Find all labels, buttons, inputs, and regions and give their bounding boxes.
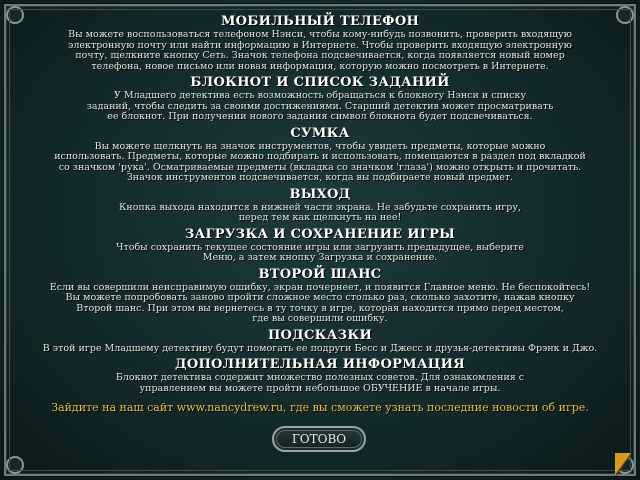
section-text [14,30,626,72]
section-text [14,203,626,224]
section-heading: ДОПОЛНИТЕЛЬНАЯ ИНФОРМАЦИЯ [175,357,465,372]
section-hints [14,328,626,355]
section-extra-info [14,357,626,394]
section-text [14,344,626,355]
text-line: Блокнот детектива содержит множество полезных советов. Для ознакомления с [115,372,525,383]
text-line: перед тем как щелкнуть на нее! [238,212,402,223]
text-line: Если вы совершили неисправимую ошибку, экран почернеет, и появится Главное меню. Не беспокойтесь! [49,281,591,293]
text-line: Второй шанс. При этом вы вернетесь в ту точку в игре, которая находится прямо перед местом, [76,302,564,314]
mouse-cursor-icon [615,453,631,475]
text-line: заданий, чтобы следить за своими достижениями. Старший детектив может просматривать [86,100,554,112]
section-heading: ПОДСКАЗКИ [267,327,373,343]
website-promo-text: Зайдите на наш сайт www.nancydrew.ru, где вы сможете узнать последние новости об игре. [51,401,589,414]
section-text [14,243,626,264]
section-notebook [14,75,626,123]
section-text [14,373,626,394]
text-line: В этой игре Младшему детективу будут помогать ее подруги Бесс и Джесс и друзья-детективы Фрэнк и Джо. [42,342,598,354]
text-line: телефона, новое письмо или новая информация, которую можно посмотреть в Интернете. [91,60,549,72]
section-load-save [14,227,626,264]
section-text [14,283,626,325]
frame-corner-ornament [6,456,24,474]
text-line: Меню, а затем кнопку Загрузка и сохранение. [202,252,438,263]
text-line: почту, щелкните кнопку Сеть. Значок телефона подсвечивается, когда появляется новый номер [75,50,565,61]
section-text [14,91,626,123]
text-line: где вы совершили ошибку. [252,313,388,324]
text-line: со значком 'рука'. Осматриваемые предметы (вкладка со значком 'глаза') можно открыть и прочитать. [58,161,582,173]
text-line: управлением вы можете пройти небольшое ОБУЧЕНИЕ в начале игры. [139,382,501,394]
section-heading: ВЫХОД [289,186,351,202]
text-line: электронную почту или найти информацию в Интернете. Чтобы проверить входящую электронную [68,39,572,51]
text-line: Вы можете попробовать заново пройти сложное место столько раз, сколько захотите, нажав кнопку [65,292,575,303]
text-line: Вы можете щелкнуть на значок инструментов, чтобы увидеть предметы, которые можно [94,140,546,152]
text-line: ее блокнот. При получении нового задания символ блокнота будет подсвечиваться. [107,111,533,122]
section-exit [14,187,626,224]
section-second-chance [14,267,626,325]
section-heading: МОБИЛЬНЫЙ ТЕЛЕФОН [220,14,420,29]
done-button[interactable]: ГОТОВО [272,426,366,452]
text-line: Значок инструментов подсвечивается, когда вы подбираете новый предмет. [126,172,514,183]
text-line: У Младшего детектива есть возможность обращаться к блокноту Нэнси и списку [113,90,527,101]
section-bag [14,126,626,184]
text-line: Кнопка выхода находится в нижней части экрана. Не забудьте сохранить игру, [119,201,521,213]
section-text [14,142,626,184]
section-heading: БЛОКНОТ И СПИСОК ЗАДАНИЙ [190,75,450,90]
text-line: использовать. Предметы, которые можно подбирать и использовать, помещаются в раздел под вкладкой [54,151,586,162]
section-heading: СУМКА [290,125,350,141]
section-heading: ВТОРОЙ ШАНС [258,266,382,282]
help-content [14,14,626,397]
section-heading: ЗАГРУЗКА И СОХРАНЕНИЕ ИГРЫ [184,226,456,242]
text-line: Вы можете воспользоваться телефоном Нэнси, чтобы кому-нибудь позвонить, проверить входящую [68,29,572,40]
text-line: Чтобы сохранить текущее состояние игры или загрузить предыдущее, выберите [116,241,524,253]
section-mobile-phone [14,14,626,72]
